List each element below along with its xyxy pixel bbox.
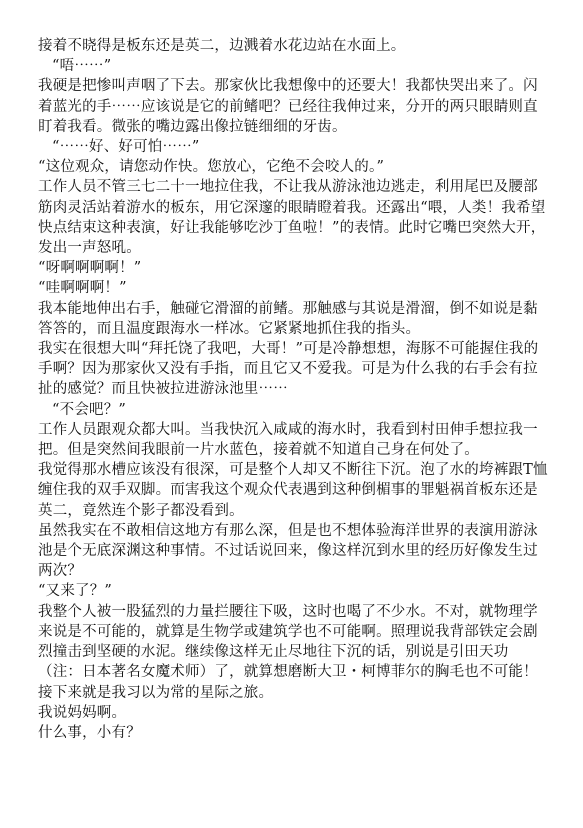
paragraph: 接下来就是我习以为常的星际之旅。 [38, 684, 274, 701]
dialogue-line: “呀啊啊啊啊！” [38, 260, 142, 277]
paragraph: 我说妈妈啊。 [38, 704, 127, 721]
paragraph: 我硬是把惨叫声咽了下去。那家伙比我想像中的还要大！我都快哭出来了。闪着蓝光的手⋯⋯应该说是它的前鳍吧？已经往我伸过来，分开的两只眼睛则直盯着我看。微张的嘴边露出像拉链细细的牙齿。 [38, 78, 538, 135]
dialogue-line: “又来了？” [38, 583, 113, 600]
paragraph: 工作人员跟观众都大叫。当我快沉入咸咸的海水时，我看到村田伸手想拉我一把。但是突然间我眼前一片水蓝色，接着就不知道自己身在何处了。 [38, 421, 538, 459]
paragraph: 虽然我实在不敢相信这地方有那么深，但是也不想体验海洋世界的表演用游泳池是个无底深渊这种事情。不过话说回来，像这样沉到水里的经历好像发生过两次？ [38, 522, 538, 580]
paragraph: 我觉得那水槽应该没有很深，可是整个人却又不断往下沉。泡了水的垮裤跟T恤缠住我的双手双脚。而害我这个观众代表遇到这种倒楣事的罪魁祸首板东还是英二，竟然连个影子都没看到。 [38, 462, 548, 519]
paragraph: 工作人员不管三七二十一地拉住我，不让我从游泳池边逃走，利用尾巴及腰部筋肉灵活站着游水的板东，用它深邃的眼睛瞪着我。还露出“喂，人类！我希望快点结束这种表演，好让我能够吃沙丁鱼啦！”的表情。此时它嘴巴突然大开，发出一声怒吼。 [38, 179, 546, 257]
paragraph: 我本能地伸出右手，触碰它滑溜的前鳍。那触感与其说是滑溜，倒不如说是黏答答的，而且温度跟海水一样冰。它紧紧地抓住我的指头。 [38, 300, 538, 337]
dialogue-line: “哇啊啊啊！” [38, 280, 127, 297]
dialogue-line: “⋯⋯好、好可怕⋯⋯” [52, 139, 200, 156]
paragraph: 我实在很想大叫“拜托饶了我吧，大哥！”可是冷静想想，海豚不可能握住我的手啊？因为那家伙又没有手指，而且它又不爱我。可是为什么我的右手会有拉扯的感觉？而且快被拉进游泳池里⋯⋯ [38, 341, 539, 398]
dialogue-line: “唔⋯⋯” [52, 58, 112, 75]
dialogue-line: “这位观众，请您动作快。您放心，它绝不会咬人的。” [38, 159, 385, 176]
dialogue-line: “不会吧？” [52, 401, 127, 418]
paragraph: 接着不晓得是板东还是英二，边溅着水花边站在水面上。 [38, 38, 406, 54]
paragraph: 我整个人被一股猛烈的力量拦腰往下吸，这时也喝了不少水。不对，就物理学来说是不可能的，就算是生物学或建筑学也不可能啊。照理说我背部铁定会剧烈撞击到坚硬的水泥。继续像这样无止尽地往下沉的话，别说是引田天功（注：日本著名女魔术师）了，就算想磨断大卫・柯博菲尔的胸毛也不可能！ [38, 603, 538, 681]
novel-page [38, 36, 548, 743]
paragraph: 什么事，小有？ [38, 724, 141, 741]
